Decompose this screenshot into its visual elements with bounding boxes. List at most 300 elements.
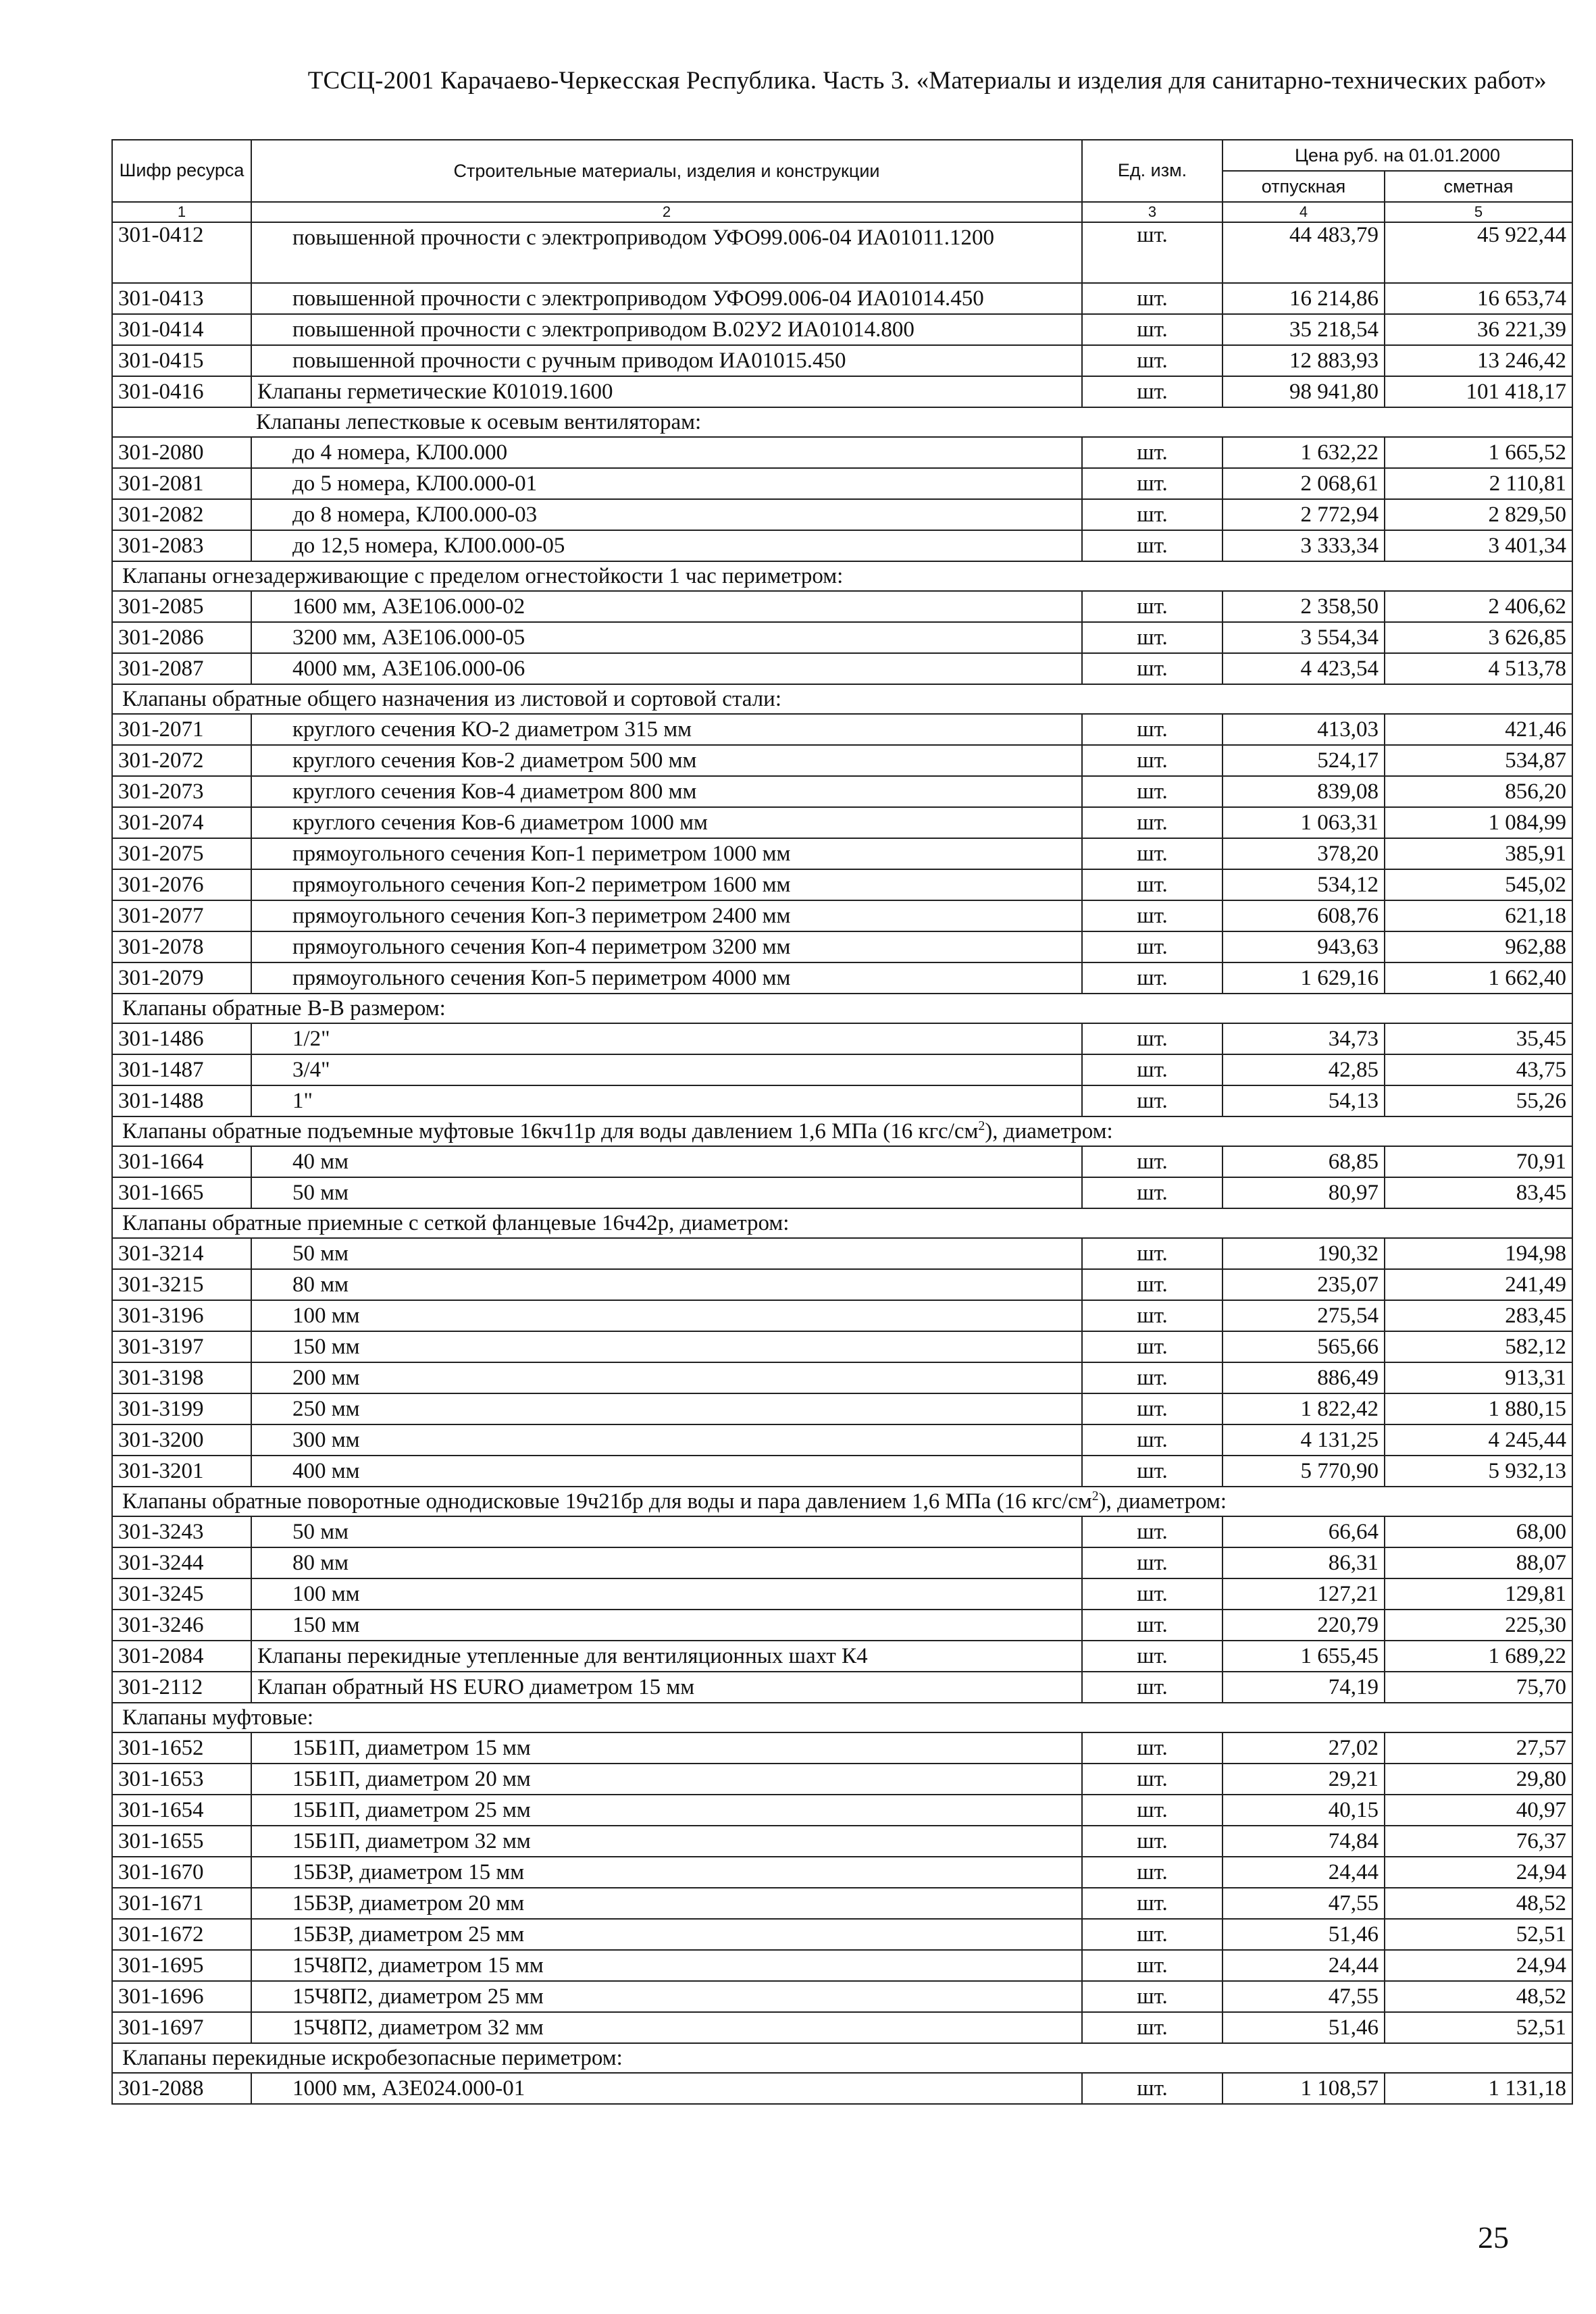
estimate-price: 52,51 bbox=[1385, 1919, 1572, 1950]
estimate-price: 534,87 bbox=[1385, 745, 1572, 776]
estimate-price: 241,49 bbox=[1385, 1269, 1572, 1300]
estimate-price: 24,94 bbox=[1385, 1857, 1572, 1888]
column-number: 2 bbox=[251, 202, 1082, 222]
group-row bbox=[112, 1208, 1572, 1238]
table-row bbox=[112, 1393, 1572, 1424]
release-price: 16 214,86 bbox=[1222, 283, 1385, 314]
header-price: Цена руб. на 01.01.2000 bbox=[1222, 140, 1572, 171]
estimate-price: 913,31 bbox=[1385, 1362, 1572, 1393]
table-row bbox=[112, 1950, 1572, 1981]
group-heading bbox=[112, 1703, 1572, 1732]
item-name: до 8 номера, КЛ00.000-03 bbox=[251, 499, 1082, 530]
estimate-price: 24,94 bbox=[1385, 1950, 1572, 1981]
estimate-price: 582,12 bbox=[1385, 1331, 1572, 1362]
group-row bbox=[112, 2043, 1572, 2073]
estimate-price: 68,00 bbox=[1385, 1516, 1572, 1547]
item-name: 100 мм bbox=[251, 1300, 1082, 1331]
resource-code: 301-1695 bbox=[112, 1950, 251, 1981]
release-price: 40,15 bbox=[1222, 1795, 1385, 1826]
unit: шт. bbox=[1082, 1177, 1222, 1208]
unit: шт. bbox=[1082, 1456, 1222, 1487]
table-row bbox=[112, 1981, 1572, 2012]
release-price: 1 063,31 bbox=[1222, 807, 1385, 838]
header-code: Шифр ресурса bbox=[112, 140, 251, 202]
release-price: 235,07 bbox=[1222, 1269, 1385, 1300]
item-name: 15Б3Р, диаметром 20 мм bbox=[251, 1888, 1082, 1919]
table-body bbox=[112, 222, 1572, 2104]
item-name: 250 мм bbox=[251, 1393, 1082, 1424]
item-name: круглого сечения Ков-2 диаметром 500 мм bbox=[251, 745, 1082, 776]
unit: шт. bbox=[1082, 1578, 1222, 1610]
resource-code: 301-2112 bbox=[112, 1672, 251, 1703]
item-name: 15Б1П, диаметром 25 мм bbox=[251, 1795, 1082, 1826]
table-row bbox=[112, 1023, 1572, 1054]
unit: шт. bbox=[1082, 962, 1222, 994]
release-price: 2 358,50 bbox=[1222, 591, 1385, 622]
release-price: 524,17 bbox=[1222, 745, 1385, 776]
release-price: 29,21 bbox=[1222, 1764, 1385, 1795]
header-estimate: сметная bbox=[1385, 171, 1572, 202]
resource-code: 301-3201 bbox=[112, 1456, 251, 1487]
table-row bbox=[112, 1547, 1572, 1578]
group-heading bbox=[112, 684, 1572, 714]
release-price: 1 632,22 bbox=[1222, 437, 1385, 468]
resource-code: 301-1653 bbox=[112, 1764, 251, 1795]
unit: шт. bbox=[1082, 1362, 1222, 1393]
resource-code: 301-1654 bbox=[112, 1795, 251, 1826]
table-row bbox=[112, 530, 1572, 561]
release-price: 565,66 bbox=[1222, 1331, 1385, 1362]
release-price: 42,85 bbox=[1222, 1054, 1385, 1085]
estimate-price: 3 401,34 bbox=[1385, 530, 1572, 561]
resource-code: 301-2082 bbox=[112, 499, 251, 530]
group-heading-tail: ), диаметром: bbox=[1098, 1489, 1227, 1514]
item-name: 300 мм bbox=[251, 1424, 1082, 1456]
group-heading bbox=[112, 407, 1572, 437]
estimate-price: 48,52 bbox=[1385, 1888, 1572, 1919]
item-name: 1000 мм, А3Е024.000-01 bbox=[251, 2073, 1082, 2104]
group-heading-text: Клапаны огнезадерживающие с пределом огнестойкости 1 час периметром: bbox=[122, 563, 844, 588]
item-name: до 4 номера, КЛ00.000 bbox=[251, 437, 1082, 468]
release-price: 4 131,25 bbox=[1222, 1424, 1385, 1456]
release-price: 5 770,90 bbox=[1222, 1456, 1385, 1487]
unit: шт. bbox=[1082, 1826, 1222, 1857]
release-price: 886,49 bbox=[1222, 1362, 1385, 1393]
item-name: 80 мм bbox=[251, 1547, 1082, 1578]
table-row bbox=[112, 1269, 1572, 1300]
table-row bbox=[112, 1641, 1572, 1672]
unit: шт. bbox=[1082, 745, 1222, 776]
table-row bbox=[112, 1795, 1572, 1826]
resource-code: 301-2084 bbox=[112, 1641, 251, 1672]
release-price: 74,84 bbox=[1222, 1826, 1385, 1857]
estimate-price: 962,88 bbox=[1385, 931, 1572, 962]
resource-code: 301-1696 bbox=[112, 1981, 251, 2012]
unit: шт. bbox=[1082, 1732, 1222, 1764]
release-price: 27,02 bbox=[1222, 1732, 1385, 1764]
release-price: 190,32 bbox=[1222, 1238, 1385, 1269]
item-name: 100 мм bbox=[251, 1578, 1082, 1610]
table-row bbox=[112, 1919, 1572, 1950]
unit: шт. bbox=[1082, 1950, 1222, 1981]
resource-code: 301-2075 bbox=[112, 838, 251, 869]
release-price: 47,55 bbox=[1222, 1981, 1385, 2012]
resource-code: 301-1670 bbox=[112, 1857, 251, 1888]
table-row bbox=[112, 1610, 1572, 1641]
group-heading-text: Клапаны обратные приемные с сеткой фланцевые 16ч42р, диаметром: bbox=[122, 1210, 790, 1235]
header-name: Строительные материалы, изделия и конструкции bbox=[251, 140, 1082, 202]
group-row bbox=[112, 407, 1572, 437]
resource-code: 301-2077 bbox=[112, 900, 251, 931]
release-price: 34,73 bbox=[1222, 1023, 1385, 1054]
release-price: 943,63 bbox=[1222, 931, 1385, 962]
unit: шт. bbox=[1082, 1023, 1222, 1054]
item-name: 50 мм bbox=[251, 1238, 1082, 1269]
item-name: повышенной прочности с ручным приводом ИА01015.450 bbox=[251, 345, 1082, 376]
table-row bbox=[112, 1054, 1572, 1085]
item-name: 200 мм bbox=[251, 1362, 1082, 1393]
estimate-price: 48,52 bbox=[1385, 1981, 1572, 2012]
table-row bbox=[112, 962, 1572, 994]
unit: шт. bbox=[1082, 1764, 1222, 1795]
table-row bbox=[112, 1826, 1572, 1857]
item-name: до 12,5 номера, КЛ00.000-05 bbox=[251, 530, 1082, 561]
release-price: 3 554,34 bbox=[1222, 622, 1385, 653]
table-row bbox=[112, 1456, 1572, 1487]
table-row bbox=[112, 1578, 1572, 1610]
item-name: прямоугольного сечения Коп-1 периметром 1000 мм bbox=[251, 838, 1082, 869]
table-row bbox=[112, 622, 1572, 653]
resource-code: 301-3196 bbox=[112, 1300, 251, 1331]
item-name: 15Б3Р, диаметром 15 мм bbox=[251, 1857, 1082, 1888]
item-name: 15Б3Р, диаметром 25 мм bbox=[251, 1919, 1082, 1950]
unit: шт. bbox=[1082, 437, 1222, 468]
release-price: 534,12 bbox=[1222, 869, 1385, 900]
estimate-price: 4 245,44 bbox=[1385, 1424, 1572, 1456]
table-row bbox=[112, 1672, 1572, 1703]
estimate-price: 36 221,39 bbox=[1385, 314, 1572, 345]
table-row bbox=[112, 437, 1572, 468]
estimate-price: 1 662,40 bbox=[1385, 962, 1572, 994]
unit: шт. bbox=[1082, 1085, 1222, 1116]
estimate-price: 13 246,42 bbox=[1385, 345, 1572, 376]
table-row bbox=[112, 838, 1572, 869]
release-price: 66,64 bbox=[1222, 1516, 1385, 1547]
unit: шт. bbox=[1082, 838, 1222, 869]
release-price: 68,85 bbox=[1222, 1146, 1385, 1177]
unit: шт. bbox=[1082, 1300, 1222, 1331]
table-row bbox=[112, 745, 1572, 776]
item-name: 400 мм bbox=[251, 1456, 1082, 1487]
item-name: 40 мм bbox=[251, 1146, 1082, 1177]
table-row bbox=[112, 776, 1572, 807]
estimate-price: 621,18 bbox=[1385, 900, 1572, 931]
release-price: 608,76 bbox=[1222, 900, 1385, 931]
resource-code: 301-1665 bbox=[112, 1177, 251, 1208]
resource-code: 301-1486 bbox=[112, 1023, 251, 1054]
release-price: 4 423,54 bbox=[1222, 653, 1385, 684]
table-row bbox=[112, 499, 1572, 530]
group-heading bbox=[112, 1208, 1572, 1238]
estimate-price: 545,02 bbox=[1385, 869, 1572, 900]
unit: шт. bbox=[1082, 1238, 1222, 1269]
estimate-price: 4 513,78 bbox=[1385, 653, 1572, 684]
group-heading-text: Клапаны муфтовые: bbox=[122, 1705, 314, 1730]
estimate-price: 45 922,44 bbox=[1385, 222, 1572, 283]
item-name: 150 мм bbox=[251, 1610, 1082, 1641]
item-name: 15Б1П, диаметром 15 мм bbox=[251, 1732, 1082, 1764]
table-row bbox=[112, 714, 1572, 745]
table-row bbox=[112, 2073, 1572, 2104]
group-row bbox=[112, 561, 1572, 591]
group-row bbox=[112, 994, 1572, 1023]
item-name: до 5 номера, КЛ00.000-01 bbox=[251, 468, 1082, 499]
release-price: 98 941,80 bbox=[1222, 376, 1385, 407]
resource-code: 301-1488 bbox=[112, 1085, 251, 1116]
release-price: 378,20 bbox=[1222, 838, 1385, 869]
estimate-price: 1 665,52 bbox=[1385, 437, 1572, 468]
table-row bbox=[112, 345, 1572, 376]
superscript: 2 bbox=[978, 1118, 985, 1133]
release-price: 35 218,54 bbox=[1222, 314, 1385, 345]
estimate-price: 856,20 bbox=[1385, 776, 1572, 807]
item-name: круглого сечения КО-2 диаметром 315 мм bbox=[251, 714, 1082, 745]
estimate-price: 29,80 bbox=[1385, 1764, 1572, 1795]
page-title: ТССЦ-2001 Карачаево-Черкесская Республика. Часть 3. «Материалы и изделия для санитарно-технических работ» bbox=[307, 67, 1547, 95]
release-price: 1 655,45 bbox=[1222, 1641, 1385, 1672]
release-price: 80,97 bbox=[1222, 1177, 1385, 1208]
table-row bbox=[112, 1085, 1572, 1116]
table-row bbox=[112, 1424, 1572, 1456]
unit: шт. bbox=[1082, 1393, 1222, 1424]
estimate-price: 88,07 bbox=[1385, 1547, 1572, 1578]
estimate-price: 43,75 bbox=[1385, 1054, 1572, 1085]
table-row bbox=[112, 1300, 1572, 1331]
item-name: 3200 мм, А3Е106.000-05 bbox=[251, 622, 1082, 653]
unit: шт. bbox=[1082, 1795, 1222, 1826]
resource-code: 301-0416 bbox=[112, 376, 251, 407]
estimate-price: 27,57 bbox=[1385, 1732, 1572, 1764]
resource-code: 301-3215 bbox=[112, 1269, 251, 1300]
unit: шт. bbox=[1082, 869, 1222, 900]
unit: шт. bbox=[1082, 1547, 1222, 1578]
resource-code: 301-1672 bbox=[112, 1919, 251, 1950]
release-price: 51,46 bbox=[1222, 1919, 1385, 1950]
resource-code: 301-2088 bbox=[112, 2073, 251, 2104]
unit: шт. bbox=[1082, 1054, 1222, 1085]
table-row bbox=[112, 283, 1572, 314]
resource-code: 301-3198 bbox=[112, 1362, 251, 1393]
unit: шт. bbox=[1082, 1672, 1222, 1703]
item-name: 50 мм bbox=[251, 1516, 1082, 1547]
item-name: прямоугольного сечения Коп-2 периметром 1600 мм bbox=[251, 869, 1082, 900]
unit: шт. bbox=[1082, 283, 1222, 314]
column-number-row bbox=[112, 202, 1572, 222]
unit: шт. bbox=[1082, 314, 1222, 345]
item-name: 15Ч8П2, диаметром 25 мм bbox=[251, 1981, 1082, 2012]
estimate-price: 40,97 bbox=[1385, 1795, 1572, 1826]
resource-code: 301-1655 bbox=[112, 1826, 251, 1857]
unit: шт. bbox=[1082, 1424, 1222, 1456]
resource-code: 301-2074 bbox=[112, 807, 251, 838]
item-name: 1" bbox=[251, 1085, 1082, 1116]
release-price: 24,44 bbox=[1222, 1950, 1385, 1981]
estimate-price: 1 084,99 bbox=[1385, 807, 1572, 838]
estimate-price: 75,70 bbox=[1385, 1672, 1572, 1703]
release-price: 1 629,16 bbox=[1222, 962, 1385, 994]
group-row bbox=[112, 1703, 1572, 1732]
unit: шт. bbox=[1082, 807, 1222, 838]
release-price: 51,46 bbox=[1222, 2012, 1385, 2043]
item-name: повышенной прочности с электроприводом УФО99.006-04 ИА01011.1200 bbox=[251, 222, 1082, 283]
group-heading bbox=[112, 994, 1572, 1023]
release-price: 3 333,34 bbox=[1222, 530, 1385, 561]
resource-code: 301-0412 bbox=[112, 222, 251, 283]
unit: шт. bbox=[1082, 714, 1222, 745]
estimate-price: 76,37 bbox=[1385, 1826, 1572, 1857]
unit: шт. bbox=[1082, 468, 1222, 499]
release-price: 1 108,57 bbox=[1222, 2073, 1385, 2104]
resource-code: 301-3197 bbox=[112, 1331, 251, 1362]
resource-code: 301-2086 bbox=[112, 622, 251, 653]
item-name: круглого сечения Ков-4 диаметром 800 мм bbox=[251, 776, 1082, 807]
estimate-price: 283,45 bbox=[1385, 1300, 1572, 1331]
group-heading bbox=[112, 2043, 1572, 2073]
table-row bbox=[112, 1331, 1572, 1362]
item-name: Клапаны герметические К01019.1600 bbox=[251, 376, 1082, 407]
unit: шт. bbox=[1082, 931, 1222, 962]
release-price: 1 822,42 bbox=[1222, 1393, 1385, 1424]
group-heading-text: Клапаны перекидные искробезопасные периметром: bbox=[122, 2045, 623, 2070]
unit: шт. bbox=[1082, 1610, 1222, 1641]
table-row bbox=[112, 1888, 1572, 1919]
resource-code: 301-2085 bbox=[112, 591, 251, 622]
unit: шт. bbox=[1082, 900, 1222, 931]
estimate-price: 2 829,50 bbox=[1385, 499, 1572, 530]
unit: шт. bbox=[1082, 222, 1222, 283]
resource-code: 301-1487 bbox=[112, 1054, 251, 1085]
table-row bbox=[112, 468, 1572, 499]
resource-code: 301-3214 bbox=[112, 1238, 251, 1269]
item-name: повышенной прочности с электроприводом УФО99.006-04 ИА01014.450 bbox=[251, 283, 1082, 314]
resource-code: 301-2083 bbox=[112, 530, 251, 561]
item-name: 15Б1П, диаметром 20 мм bbox=[251, 1764, 1082, 1795]
estimate-price: 2 406,62 bbox=[1385, 591, 1572, 622]
release-price: 2 068,61 bbox=[1222, 468, 1385, 499]
resource-code: 301-1664 bbox=[112, 1146, 251, 1177]
resource-code: 301-2079 bbox=[112, 962, 251, 994]
estimate-price: 194,98 bbox=[1385, 1238, 1572, 1269]
item-name: 3/4" bbox=[251, 1054, 1082, 1085]
item-name: 15Б1П, диаметром 32 мм bbox=[251, 1826, 1082, 1857]
item-name: круглого сечения Ков-6 диаметром 1000 мм bbox=[251, 807, 1082, 838]
table-row bbox=[112, 900, 1572, 931]
header-release: отпускная bbox=[1222, 171, 1385, 202]
resource-code: 301-2076 bbox=[112, 869, 251, 900]
estimate-price: 55,26 bbox=[1385, 1085, 1572, 1116]
estimate-price: 83,45 bbox=[1385, 1177, 1572, 1208]
release-price: 220,79 bbox=[1222, 1610, 1385, 1641]
group-row bbox=[112, 1487, 1572, 1516]
table-row bbox=[112, 869, 1572, 900]
unit: шт. bbox=[1082, 1888, 1222, 1919]
resource-code: 301-3200 bbox=[112, 1424, 251, 1456]
unit: шт. bbox=[1082, 2073, 1222, 2104]
resource-code: 301-3246 bbox=[112, 1610, 251, 1641]
resource-code: 301-2078 bbox=[112, 931, 251, 962]
price-table bbox=[111, 139, 1573, 2105]
group-heading bbox=[112, 1116, 1572, 1146]
estimate-price: 421,46 bbox=[1385, 714, 1572, 745]
superscript: 2 bbox=[1091, 1488, 1099, 1503]
estimate-price: 5 932,13 bbox=[1385, 1456, 1572, 1487]
item-name: повышенной прочности с электроприводом В.02У2 ИА01014.800 bbox=[251, 314, 1082, 345]
item-name: 15Ч8П2, диаметром 15 мм bbox=[251, 1950, 1082, 1981]
group-heading-text: Клапаны обратные общего назначения из листовой и сортовой стали: bbox=[122, 686, 781, 711]
group-heading bbox=[112, 1487, 1572, 1516]
release-price: 44 483,79 bbox=[1222, 222, 1385, 283]
estimate-price: 1 131,18 bbox=[1385, 2073, 1572, 2104]
table-row bbox=[112, 1857, 1572, 1888]
estimate-price: 35,45 bbox=[1385, 1023, 1572, 1054]
estimate-price: 385,91 bbox=[1385, 838, 1572, 869]
estimate-price: 2 110,81 bbox=[1385, 468, 1572, 499]
item-name: Клапан обратный HS EURO диаметром 15 мм bbox=[251, 1672, 1082, 1703]
resource-code: 301-0415 bbox=[112, 345, 251, 376]
unit: шт. bbox=[1082, 345, 1222, 376]
table-row bbox=[112, 653, 1572, 684]
resource-code: 301-2087 bbox=[112, 653, 251, 684]
release-price: 839,08 bbox=[1222, 776, 1385, 807]
item-name: прямоугольного сечения Коп-4 периметром 3200 мм bbox=[251, 931, 1082, 962]
group-heading bbox=[112, 561, 1572, 591]
table-row bbox=[112, 591, 1572, 622]
release-price: 127,21 bbox=[1222, 1578, 1385, 1610]
estimate-price: 3 626,85 bbox=[1385, 622, 1572, 653]
unit: шт. bbox=[1082, 1516, 1222, 1547]
estimate-price: 70,91 bbox=[1385, 1146, 1572, 1177]
group-heading-text: Клапаны лепестковые к осевым вентиляторам: bbox=[256, 409, 702, 434]
estimate-price: 1 880,15 bbox=[1385, 1393, 1572, 1424]
column-number: 5 bbox=[1385, 202, 1572, 222]
unit: шт. bbox=[1082, 1981, 1222, 2012]
page-number: 25 bbox=[1478, 2220, 1509, 2255]
resource-code: 301-2072 bbox=[112, 745, 251, 776]
resource-code: 301-3199 bbox=[112, 1393, 251, 1424]
item-name: 1600 мм, А3Е106.000-02 bbox=[251, 591, 1082, 622]
resource-code: 301-0414 bbox=[112, 314, 251, 345]
group-heading-tail: ), диаметром: bbox=[985, 1119, 1113, 1143]
unit: шт. bbox=[1082, 1641, 1222, 1672]
header-unit: Ед. изм. bbox=[1082, 140, 1222, 202]
resource-code: 301-2080 bbox=[112, 437, 251, 468]
resource-code: 301-1652 bbox=[112, 1732, 251, 1764]
item-name: 15Ч8П2, диаметром 32 мм bbox=[251, 2012, 1082, 2043]
column-number: 3 bbox=[1082, 202, 1222, 222]
group-row bbox=[112, 1116, 1572, 1146]
unit: шт. bbox=[1082, 1919, 1222, 1950]
table-row bbox=[112, 1516, 1572, 1547]
release-price: 413,03 bbox=[1222, 714, 1385, 745]
unit: шт. bbox=[1082, 1269, 1222, 1300]
table-row bbox=[112, 931, 1572, 962]
group-row bbox=[112, 684, 1572, 714]
item-name: 150 мм bbox=[251, 1331, 1082, 1362]
resource-code: 301-2073 bbox=[112, 776, 251, 807]
table-row bbox=[112, 314, 1572, 345]
item-name: прямоугольного сечения Коп-3 периметром 2400 мм bbox=[251, 900, 1082, 931]
release-price: 24,44 bbox=[1222, 1857, 1385, 1888]
